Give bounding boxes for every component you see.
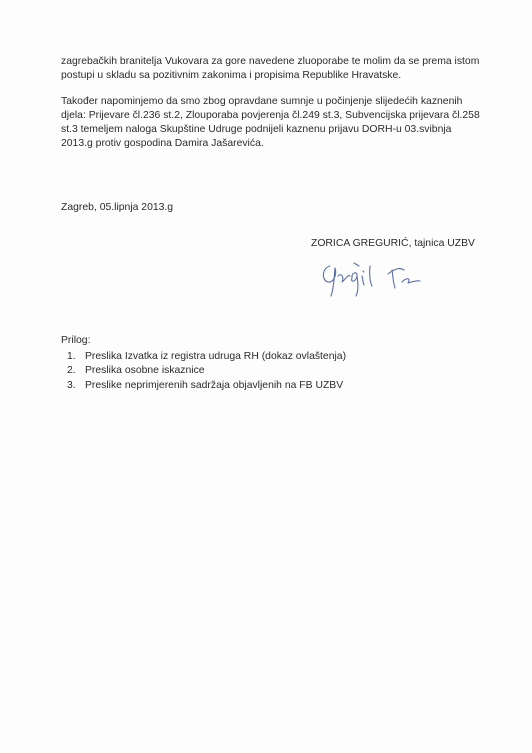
list-item: Preslika Izvatka iz registra udruga RH (dokaz ovlaštenja) bbox=[85, 351, 347, 362]
paragraph-line: Također napominjemo da smo zbog opravdane sumnje u počinjenje slijedećih kaznenih bbox=[61, 96, 463, 107]
list-item: Preslike neprimjerenih sadržaja objavljenih na FB UZBV bbox=[85, 379, 344, 391]
paragraph-line: 2013.g protiv gospodina Damira Jašarevića. bbox=[61, 138, 264, 149]
date-line: Zagreb, 05.lipnja 2013.g bbox=[61, 202, 174, 213]
paragraph-criminal-report bbox=[61, 95, 480, 151]
handwritten-signature bbox=[316, 252, 446, 300]
paragraph-line: zagrebačkih branitelja Vukovara za gore navedene zluoporabe te molim da se prema istom bbox=[61, 56, 480, 67]
attachments-list bbox=[67, 350, 346, 393]
paragraph-line: st.3 temeljem naloga Skupštine Udruge podnijeli kaznenu prijavu DORH-u 03.svibnja bbox=[61, 124, 452, 135]
paragraph-line: djela: Prijevare čl.236 st.2, Zlouporaba povjerenja čl.249 st.3, Subvencijska prijevara čl.258 bbox=[61, 110, 480, 121]
paragraph-line: postupi u skladu sa pozitivnim zakonima i propisima Republike Hravatske. bbox=[61, 70, 402, 81]
signer-name: ZORICA GREGURIĆ, tajnica UZBV bbox=[311, 238, 475, 249]
attachments-label: Prilog: bbox=[61, 335, 91, 346]
paragraph-request bbox=[61, 55, 479, 83]
list-item: Preslika osobne iskaznice bbox=[85, 365, 205, 377]
